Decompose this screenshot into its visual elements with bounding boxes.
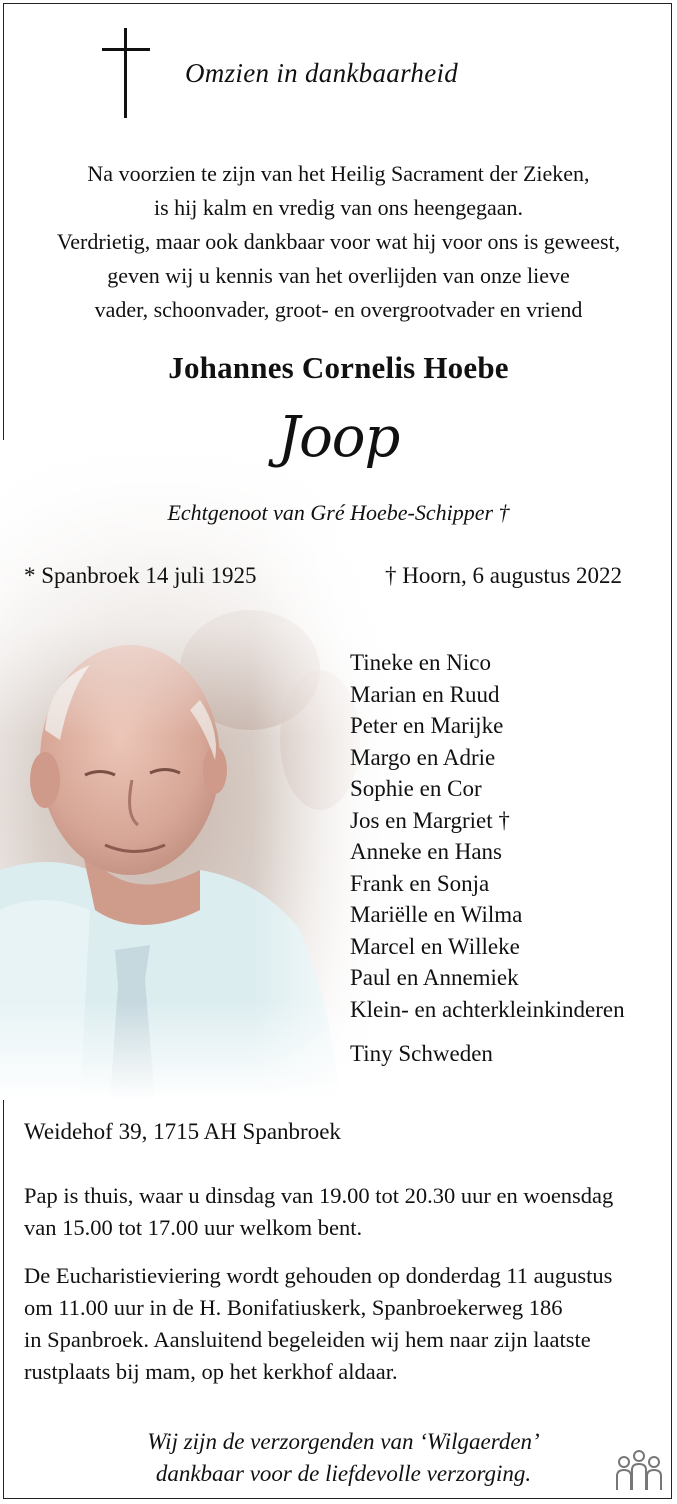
service-details (24, 1260, 656, 1388)
closing-line: dankbaar voor de liefdevolle verzorging. (155, 1461, 532, 1486)
death-date: † Hoorn, 6 augustus 2022 (385, 563, 623, 588)
list-item: Frank en Sonja (350, 870, 490, 896)
list-item: Klein- en achterkleinkinderen (350, 996, 625, 1022)
list-item: Paul en Annemiek (350, 965, 519, 990)
list-item: Jos en Margriet † (350, 807, 510, 833)
list-item: Margo en Adrie (350, 744, 496, 770)
intro-line: Verdrietig, maar ook dankbaar voor wat hij voor ons is geweest, (56, 229, 621, 254)
list-item: Sophie en Cor (350, 776, 482, 801)
list-item: Anneke en Hans (350, 839, 503, 864)
paragraph-line: om 11.00 uur in de H. Bonifatiuskerk, Spanbroekerweg 186 (24, 1295, 563, 1320)
deceased-nickname: Joop (277, 405, 400, 470)
list-item: Marcel en Willeke (350, 933, 520, 959)
list-item: Mariëlle en Wilma (350, 902, 523, 927)
deceased-full-name: Johannes Cornelis Hoebe (168, 350, 509, 385)
relatives-list (350, 647, 625, 1025)
paragraph-line: rustplaats bij mam, op het kerkhof aldaar. (24, 1359, 398, 1384)
extra-relative: Tiny Schweden (350, 1041, 493, 1066)
intro-line: Na voorzien te zijn van het Heilig Sacrament der Zieken, (87, 161, 590, 186)
paragraph-line: van 15.00 tot 17.00 uur welkom bent. (24, 1215, 363, 1240)
paragraph-line: Pap is thuis, waar u dinsdag van 19.00 tot 20.30 uur en woensdag (24, 1183, 614, 1208)
visiting-hours (24, 1180, 656, 1244)
paragraph-line: De Eucharistieviering wordt gehouden op donderdag 11 augustus (24, 1263, 613, 1288)
closing-line: Wij zijn de verzorgenden van ‘Wilgaerden’ (147, 1429, 540, 1454)
cross-icon (102, 28, 150, 118)
notice-heading: Omzien in dankbaarheid (185, 58, 459, 88)
intro-text (0, 157, 677, 327)
home-address: Weidehof 39, 1715 AH Spanbroek (24, 1119, 341, 1144)
list-item: Marian en Ruud (350, 681, 500, 707)
paragraph-line: in Spanbroek. Aansluitend begeleiden wij hem naar zijn laatste (24, 1327, 591, 1352)
closing-text (0, 1426, 677, 1490)
intro-line: vader, schoonvader, groot- en overgrootvader en vriend (94, 297, 583, 322)
birth-date: * Spanbroek 14 juli 1925 (24, 563, 257, 588)
list-item: Tineke en Nico (350, 650, 491, 675)
intro-line: geven wij u kennis van het overlijden van onze lieve (107, 263, 570, 288)
intro-line: is hij kalm en vredig van ons heengegaan. (153, 195, 523, 220)
spouse-line: Echtgenoot van Gré Hoebe-Schipper † (167, 500, 510, 525)
people-group-icon (614, 1450, 664, 1492)
list-item: Peter en Marijke (350, 713, 504, 738)
